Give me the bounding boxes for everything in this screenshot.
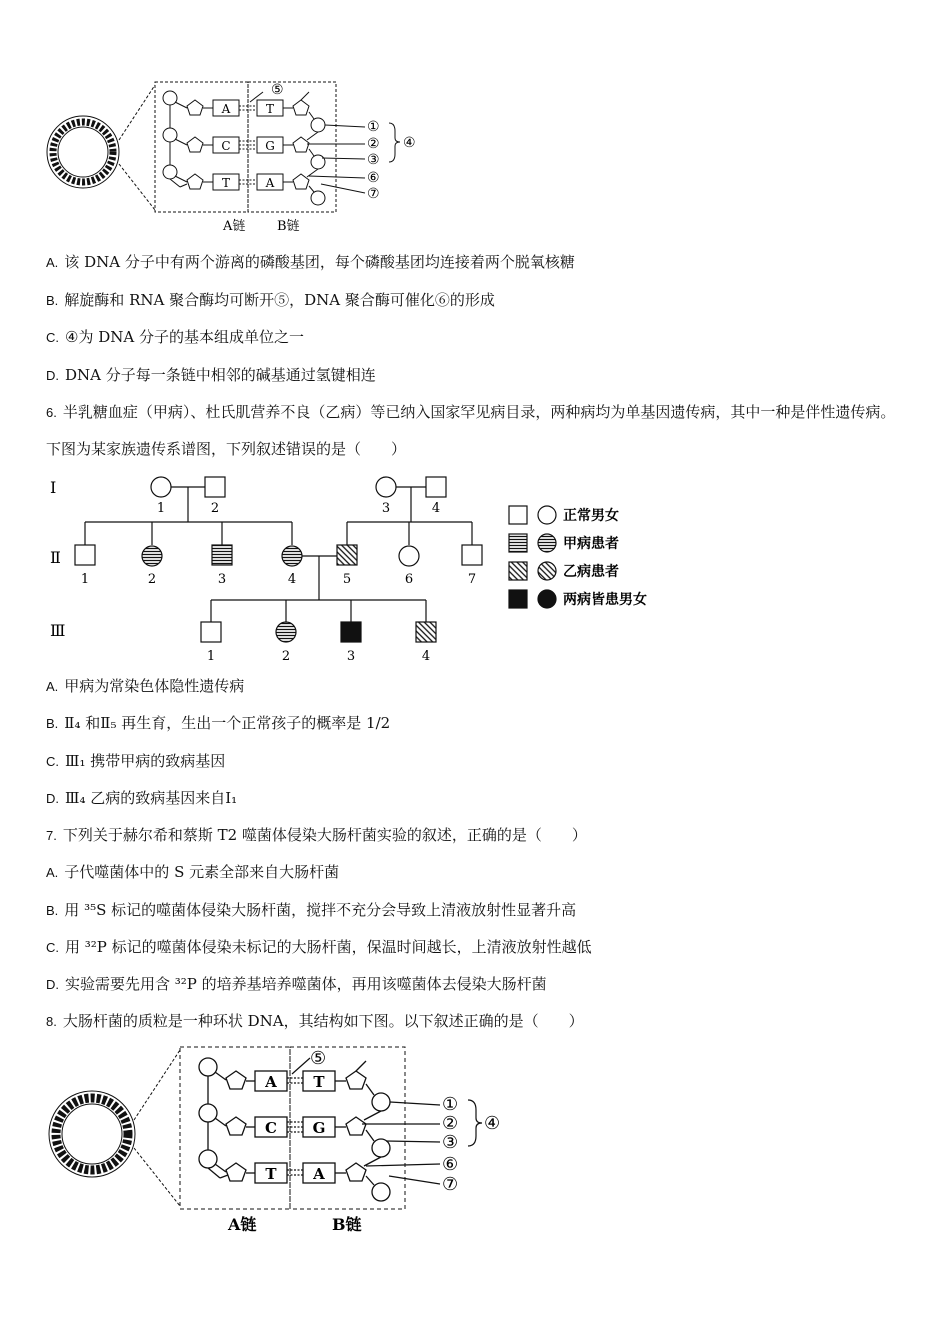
marker-4: ④ <box>484 1113 501 1134</box>
chain-a-base-1: A <box>221 102 231 116</box>
question-text: 大肠杆菌的质粒是一种环状 DNA，其结构如下图。以下叙述正确的是（ ） <box>62 1012 584 1030</box>
q7-option-b <box>46 900 576 921</box>
gen2-number: 6 <box>404 572 414 587</box>
q5-option-a <box>46 252 575 273</box>
generation-label-2: Ⅱ <box>50 548 61 567</box>
marker-1: ① <box>367 119 380 135</box>
q7-option-d <box>46 974 547 995</box>
chain-a-label: A链 <box>228 1215 257 1234</box>
option-label: C. <box>46 330 59 345</box>
chain-b-base-1: T <box>313 1073 325 1091</box>
pedigree-chart <box>45 472 685 664</box>
gen3-number: 2 <box>281 649 291 664</box>
question-text: 半乳糖血症（甲病）、杜氏肌营养不良（乙病）等已纳入国家罕见病目录，两种病均为单基因遗传病，其中一种是伴性遗传病。下图为某家族遗传系谱图，下列叙述错误的是（ ） <box>46 403 896 458</box>
gen3-female-2 <box>276 622 296 642</box>
option-text: 甲病为常染色体隐性遗传病 <box>64 677 245 695</box>
option-text: 用 ³²P 标记的噬菌体侵染未标记的大肠杆菌，保温时间越长，上清液放射性越低 <box>65 938 592 956</box>
marker-3: ③ <box>367 152 380 168</box>
option-label: B. <box>46 293 59 308</box>
chain-a-backbone <box>199 1058 255 1181</box>
gen2-number: 1 <box>80 572 90 587</box>
gen2-male-5 <box>337 545 357 565</box>
chain-a-bases <box>213 100 239 190</box>
gen3-number: 4 <box>421 649 431 664</box>
option-label: D. <box>46 977 59 992</box>
chain-b-backbone <box>283 92 325 205</box>
option-text: 解旋酶和 RNA 聚合酶均可断开⑤，DNA 聚合酶可催化⑥的形成 <box>64 291 495 309</box>
legend-disease-a: 甲病患者 <box>563 536 619 552</box>
chain-a-backbone <box>163 91 213 189</box>
gen3-number: 3 <box>346 649 356 664</box>
gen1-number: 2 <box>210 501 220 516</box>
dna-structure-diagram-top <box>45 80 425 240</box>
option-text: 子代噬菌体中的 S 元素全部来自大肠杆菌 <box>64 863 340 881</box>
marker-3: ③ <box>442 1132 459 1153</box>
chain-b-base-1: T <box>265 102 275 116</box>
gen1-number: 3 <box>381 501 391 516</box>
chain-b-bases <box>303 1071 335 1183</box>
gen2-male-1 <box>75 545 95 565</box>
chain-b-base-3: A <box>313 1165 325 1183</box>
generation-label-1: Ⅰ <box>50 478 57 497</box>
option-text: ④为 DNA 分子的基本组成单位之一 <box>65 328 304 346</box>
pedigree-legend <box>509 506 556 608</box>
gen1-female-3 <box>376 477 396 497</box>
legend-disease-b: 乙病患者 <box>563 564 619 580</box>
gen1-number: 4 <box>431 501 441 516</box>
chain-a-base-2: C <box>221 139 231 153</box>
q6-option-d <box>46 788 237 809</box>
option-label: A. <box>46 865 59 880</box>
question-text: 下列关于赫尔希和蔡斯 T2 噬菌体侵染大肠杆菌实验的叙述，正确的是（ ） <box>62 826 587 844</box>
hydrogen-bonds <box>287 1078 303 1175</box>
gen2-number: 3 <box>217 572 227 587</box>
q5-option-d <box>46 365 376 386</box>
option-text: Ⅲ₁ 携带甲病的致病基因 <box>65 752 226 770</box>
gen1-number: 1 <box>156 501 166 516</box>
gen2-number: 5 <box>342 572 352 587</box>
option-text: Ⅲ₄ 乙病的致病基因来自Ⅰ₁ <box>65 789 238 807</box>
q5-option-c <box>46 327 304 348</box>
option-label: D. <box>46 791 59 806</box>
chain-b-base-3: A <box>265 176 275 190</box>
marker-5: ⑤ <box>310 1048 327 1069</box>
option-label: B. <box>46 903 59 918</box>
gen2-male-7 <box>462 545 482 565</box>
q6-stem <box>46 394 906 467</box>
gen2-female-2 <box>142 546 162 566</box>
q6-option-a <box>46 676 244 697</box>
pedigree-individuals <box>75 477 482 642</box>
question-number: 6. <box>46 405 57 420</box>
dna-structure-diagram-bottom <box>48 1044 508 1244</box>
chain-b-backbone <box>335 1061 390 1201</box>
legend-normal: 正常男女 <box>563 508 619 524</box>
option-label: A. <box>46 255 59 270</box>
gen3-number: 1 <box>206 649 216 664</box>
option-label: C. <box>46 754 59 769</box>
marker-6: ⑥ <box>442 1154 459 1175</box>
chain-a-base-3: T <box>265 1165 277 1183</box>
marker-5: ⑤ <box>271 82 284 98</box>
gen3-male-3 <box>341 622 361 642</box>
q8-stem <box>46 1011 584 1032</box>
marker-2: ② <box>367 136 380 152</box>
q7-option-c <box>46 937 592 958</box>
question-number: 8. <box>46 1014 57 1029</box>
q7-stem <box>46 825 587 846</box>
chain-a-bases <box>255 1071 287 1183</box>
option-text: Ⅱ₄ 和Ⅱ₅ 再生育，生出一个正常孩子的概率是 1/2 <box>64 714 391 732</box>
legend-both: 两病皆患男女 <box>563 592 647 608</box>
chain-b-base-2: G <box>312 1119 326 1137</box>
gen1-male-2 <box>205 477 225 497</box>
option-label: B. <box>46 716 59 731</box>
gen3-male-4 <box>416 622 436 642</box>
marker-1: ① <box>442 1094 459 1115</box>
plasmid-ring <box>49 1091 135 1177</box>
question-number: 7. <box>46 828 57 843</box>
marker-7: ⑦ <box>442 1174 459 1195</box>
q6-option-b <box>46 713 390 734</box>
chain-b-base-2: G <box>265 139 275 153</box>
pedigree-legend-labels <box>563 507 647 608</box>
gen2-number: 7 <box>467 572 477 587</box>
chain-b-label: B链 <box>277 219 300 234</box>
chain-b-bases <box>257 100 283 190</box>
plasmid-ring <box>47 116 119 188</box>
gen2-female-6 <box>399 546 419 566</box>
option-label: C. <box>46 940 59 955</box>
gen1-male-4 <box>426 477 446 497</box>
chain-a-base-1: A <box>265 1073 277 1091</box>
q6-option-c <box>46 751 225 772</box>
marker-7: ⑦ <box>367 186 380 202</box>
gen3-male-1 <box>201 622 221 642</box>
option-text: 实验需要先用含 ³²P 的培养基培养噬菌体，再用该噬菌体去侵染大肠杆菌 <box>65 975 547 993</box>
option-text: 用 ³⁵S 标记的噬菌体侵染大肠杆菌，搅拌不充分会导致上清液放射性显著升高 <box>64 901 577 919</box>
marker-4: ④ <box>403 135 416 151</box>
chain-a-label: A链 <box>223 219 246 234</box>
q7-option-a <box>46 862 339 883</box>
gen2-number: 2 <box>147 572 157 587</box>
gen2-male-3 <box>212 545 232 565</box>
marker-2: ② <box>442 1113 459 1134</box>
option-text: DNA 分子每一条链中相邻的碱基通过氢键相连 <box>65 366 376 384</box>
gen2-female-4 <box>282 546 302 566</box>
chain-b-label: B链 <box>332 1215 362 1234</box>
q5-option-b <box>46 290 495 311</box>
option-label: D. <box>46 368 59 383</box>
option-text: 该 DNA 分子中有两个游离的磷酸基团，每个磷酸基团均连接着两个脱氧核糖 <box>64 253 575 271</box>
generation-label-3: Ⅲ <box>50 621 66 640</box>
chain-a-base-2: C <box>265 1119 277 1137</box>
option-label: A. <box>46 679 59 694</box>
gen1-female-1 <box>151 477 171 497</box>
gen2-number: 4 <box>287 572 297 587</box>
marker-6: ⑥ <box>367 170 380 186</box>
chain-a-base-3: T <box>221 176 231 190</box>
